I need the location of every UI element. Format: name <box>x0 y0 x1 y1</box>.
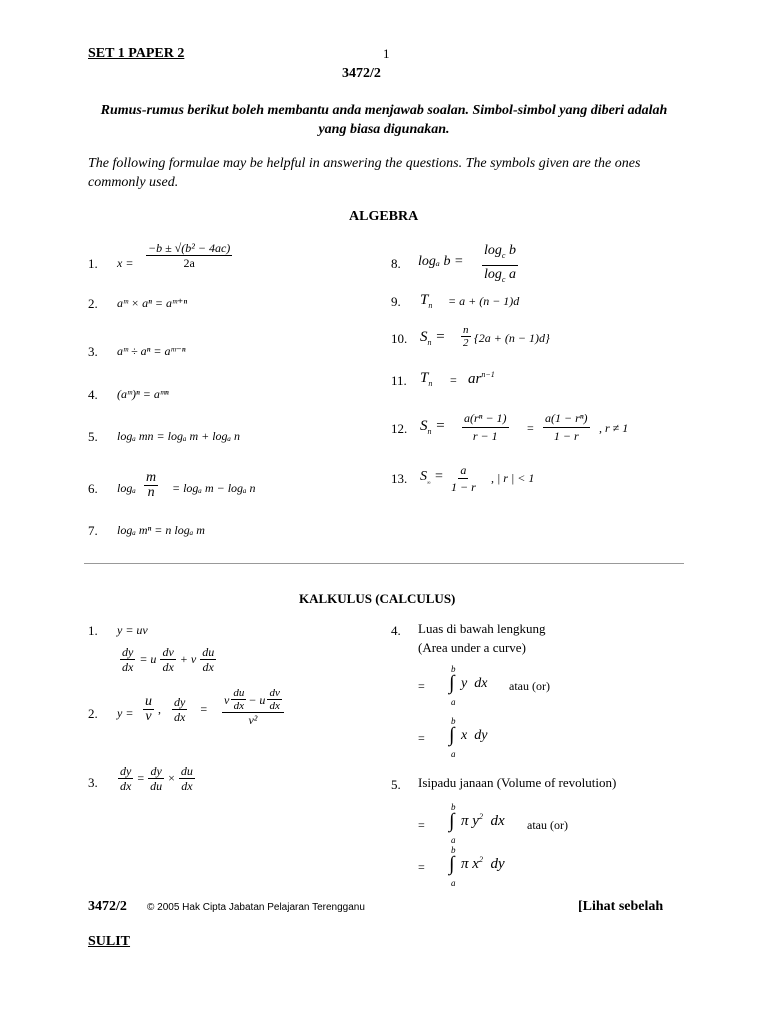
algebra-formula: , | r | < 1 <box>491 471 535 485</box>
algebra-formula-label: logₐ b = <box>418 254 464 269</box>
lower-limit: a <box>451 835 456 845</box>
log-a-prefix: logₐ <box>117 481 136 495</box>
algebra-item-number: 3. <box>88 344 98 359</box>
equals-sign: = <box>418 679 425 693</box>
algebra-formula: = logₐ m − logₐ n <box>172 481 256 495</box>
chain-rule: $\frac{dy}{dx}$ = $\frac{dy}{du}$ × $\frac{du}{dx}$ <box>120 764 193 793</box>
calculus-title: KALKULUS (CALCULUS) <box>299 591 456 606</box>
dy-dx-fraction: $\frac{dy}{dx}$ = <box>174 695 208 724</box>
infinite-sum-fraction: $\frac{a}{1 - r}$ <box>451 463 476 494</box>
integrand-y-dx: y dx <box>461 676 488 691</box>
algebra-formula-label: x = <box>117 256 134 270</box>
lower-limit: a <box>451 697 456 707</box>
algebra-item-number: 12. <box>391 421 408 436</box>
gp-sum-fraction-2: $\frac{\text{a(1 − rⁿ)}}{1 - r}$ <box>545 411 588 443</box>
copyright: © 2005 Hak Cipta Jabatan Pelajaran Terengganu <box>147 902 365 913</box>
or-text: atau (or) <box>509 679 550 693</box>
integral-sign: ∫ <box>449 853 455 875</box>
s-infinity-symbol: $S_\infty$ = <box>420 469 444 486</box>
intro-malay: Rumus-rumus berikut boleh membantu anda menjawab soalan. Simbol-simbol yang diberi adalah yang biasa digunakan. <box>100 103 668 137</box>
intro-english: The following formulae may be helpful in answering the questions. The symbols given are the ones commonly used. <box>88 156 641 190</box>
equals-sign: = <box>527 421 534 435</box>
footer-code: 3472/2 <box>88 899 127 914</box>
algebra-item-number: 13. <box>391 471 408 486</box>
product-rule: $\frac{dy}{dx}$ = u $\frac{dv}{dx}$ + v $\frac{du}{dx}$ <box>122 645 215 674</box>
page-number: 1 <box>383 46 390 61</box>
upper-limit: b <box>451 802 456 812</box>
algebra-title: ALGEBRA <box>349 209 419 224</box>
sn-symbol: $S_n$ = <box>420 329 446 347</box>
tn-symbol: $T_n$ <box>420 370 433 388</box>
integral-sign: ∫ <box>449 672 455 694</box>
change-of-base-fraction: $\frac{\log_c b}{\log_c a}$ <box>484 243 516 284</box>
upper-limit: b <box>451 716 456 726</box>
algebra-item-number: 5. <box>88 429 98 444</box>
algebra-item-number: 4. <box>88 387 98 402</box>
algebra-item-number: 2. <box>88 296 98 311</box>
algebra-item-number: 7. <box>88 523 98 538</box>
lower-limit: a <box>451 878 456 888</box>
algebra-item-number: 9. <box>391 294 401 309</box>
area-under-curve-english: (Area under a curve) <box>418 640 526 655</box>
quotient-u-over-v: $\frac{u}{v}$ , <box>145 694 161 724</box>
sn-symbol: $S_n$ = <box>420 418 446 436</box>
algebra-formula: , r ≠ 1 <box>599 421 629 435</box>
or-text: atau (or) <box>527 818 568 832</box>
calculus-formula: = <box>137 771 145 786</box>
algebra-formula: aᵐ × aⁿ = aᵐ⁺ⁿ <box>117 296 188 310</box>
integrand-x-dy: x dy <box>461 728 488 743</box>
algebra-formula: (aᵐ)ⁿ = aᵐⁿ <box>117 387 169 401</box>
calculus-item-number: 5. <box>391 777 401 792</box>
integral-sign: ∫ <box>449 810 455 832</box>
section-divider <box>84 563 684 564</box>
lower-limit: a <box>451 749 456 759</box>
n-over-2-fraction: $\frac{n}{2}$ <box>463 324 469 349</box>
m-over-n-fraction: $\frac{m}{n}$ <box>146 470 157 500</box>
algebra-formula: {2a + (n − 1)d} <box>474 331 550 345</box>
algebra-item-number: 6. <box>88 481 98 496</box>
algebra-formula: logₐ mn = logₐ m + logₐ n <box>117 429 241 443</box>
calculus-formula: y = uv <box>117 623 148 637</box>
arn-1-term: $ar^{n-1}$ <box>468 370 495 387</box>
paper-code: 3472/2 <box>342 66 381 81</box>
calculus-item-number: 3. <box>88 775 98 790</box>
algebra-formula: = a + (n − 1)d <box>448 294 520 308</box>
algebra-item-number: 1. <box>88 256 98 271</box>
gp-sum-fraction-1: $\frac{\text{a(rⁿ − 1)}}{r - 1}$ <box>464 411 507 443</box>
calculus-item-number: 4. <box>391 623 401 638</box>
see-next-page: [Lihat sebelah <box>578 899 664 914</box>
integrand-pi-x2-dy: π $x^2$ dy <box>461 855 505 872</box>
tn-symbol: $T_n$ <box>420 292 433 310</box>
volume-of-revolution-label: Isipadu janaan (Volume of revolution) <box>418 775 617 790</box>
integrand-pi-y2-dx: π $y^2$ dx <box>461 812 505 829</box>
equals-sign: = <box>418 860 425 874</box>
header-set-label: SET 1 PAPER 2 <box>88 46 185 61</box>
equals-sign: = <box>418 818 425 832</box>
algebra-item-number: 8. <box>391 256 401 271</box>
calculus-item-number: 1. <box>88 623 98 638</box>
calculus-item-number: 2. <box>88 706 98 721</box>
algebra-item-number: 10. <box>391 331 408 346</box>
calculus-formula-label: y = <box>117 706 134 720</box>
algebra-formula: = <box>450 373 457 387</box>
upper-limit: b <box>451 664 456 674</box>
classification-label: SULIT <box>88 934 131 949</box>
integral-sign: ∫ <box>449 724 455 746</box>
quadratic-formula: $\frac{\text{−b ± √(b² − 4ac)}}{2a}$ <box>148 241 231 270</box>
algebra-item-number: 11. <box>391 373 407 388</box>
quotient-rule: v $\frac{du}{dx}$ − u $\frac{dv}{dx}$ v² <box>222 687 284 727</box>
area-under-curve-malay: Luas di bawah lengkung <box>418 621 546 636</box>
algebra-formula: logₐ mⁿ = n logₐ m <box>117 523 205 537</box>
equals-sign: = <box>418 731 425 745</box>
upper-limit: b <box>451 845 456 855</box>
algebra-formula: aᵐ ÷ aⁿ = aᵐ⁻ⁿ <box>117 344 186 358</box>
